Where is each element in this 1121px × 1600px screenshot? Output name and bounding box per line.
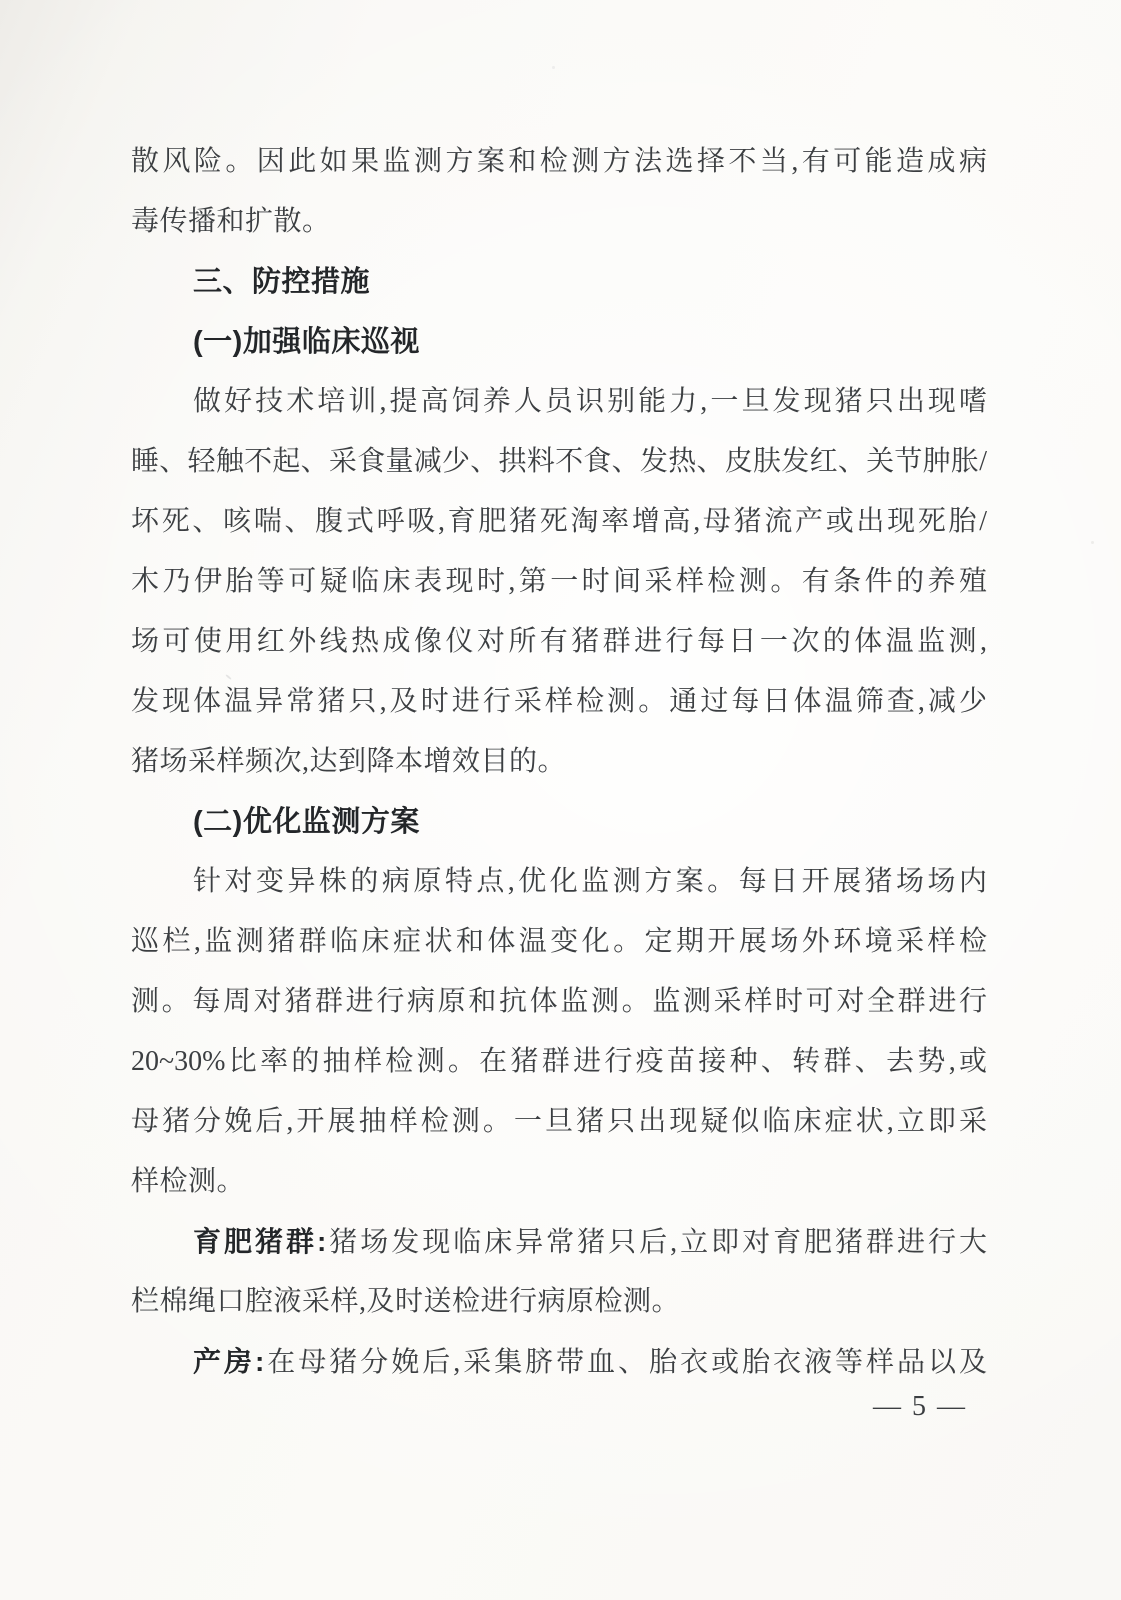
paragraph-end-line: 栏棉绳口腔液采样,及时送检进行病原检测。 xyxy=(131,1286,681,1317)
subsection-heading-2: (二)优化监测方案 xyxy=(193,806,420,838)
document-text-block xyxy=(131,132,987,1392)
body-line: 发现体温异常猪只,及时进行采样检测。通过每日体温筛查,减少 xyxy=(131,686,987,717)
body-line: 母猪分娩后,开展抽样检测。一旦猪只出现疑似临床症状,立即采 xyxy=(131,1106,987,1137)
scan-speck xyxy=(1091,541,1094,544)
paragraph-first-line: 针对变异株的病原特点,优化监测方案。每日开展猪场场内 xyxy=(193,866,987,897)
paragraph-first-line: 做好技术培训,提高饲养人员识别能力,一旦发现猪只出现嗜 xyxy=(193,386,987,417)
paragraph-end-line: 样检测。 xyxy=(131,1166,246,1197)
run-in-label-farrowing-room: 产房: xyxy=(193,1346,265,1377)
body-line: 巡栏,监测猪群临床症状和体温变化。定期开展场外环境采样检 xyxy=(131,926,987,957)
body-text: 猪场发现临床异常猪只后,立即对育肥猪群进行大 xyxy=(326,1227,987,1258)
paragraph-first-line xyxy=(131,1212,987,1272)
run-in-label-fattening-herd: 育肥猪群: xyxy=(193,1226,327,1257)
paragraph-end-line: 毒传播和扩散。 xyxy=(131,206,331,237)
body-line: 木乃伊胎等可疑临床表现时,第一时间采样检测。有条件的养殖 xyxy=(131,566,987,597)
body-line: 场可使用红外线热成像仪对所有猪群进行每日一次的体温监测, xyxy=(131,626,987,657)
paragraph-end-line: 猪场采样频次,达到降本增效目的。 xyxy=(131,746,567,777)
paragraph-first-line xyxy=(131,1332,987,1392)
body-text: 在母猪分娩后,采集脐带血、胎衣或胎衣液等样品以及 xyxy=(264,1347,987,1378)
body-line: 测。每周对猪群进行病原和抗体监测。监测采样时可对全群进行 xyxy=(131,986,987,1017)
body-line: 坏死、咳喘、腹式呼吸,育肥猪死淘率增高,母猪流产或出现死胎/ xyxy=(131,506,987,537)
section-heading-3: 三、防控措施 xyxy=(193,266,371,298)
body-line: 睡、轻触不起、采食量减少、拱料不食、发热、皮肤发红、关节肿胀/ xyxy=(131,446,987,477)
subsection-heading-1: (一)加强临床巡视 xyxy=(193,326,420,358)
body-line: 散风险。因此如果监测方案和检测方法选择不当,有可能造成病 xyxy=(131,146,987,177)
page-number: — 5 — xyxy=(873,1391,967,1422)
scan-speck xyxy=(552,66,555,69)
body-line: 20~30%比率的抽样检测。在猪群进行疫苗接种、转群、去势,或 xyxy=(131,1046,987,1077)
